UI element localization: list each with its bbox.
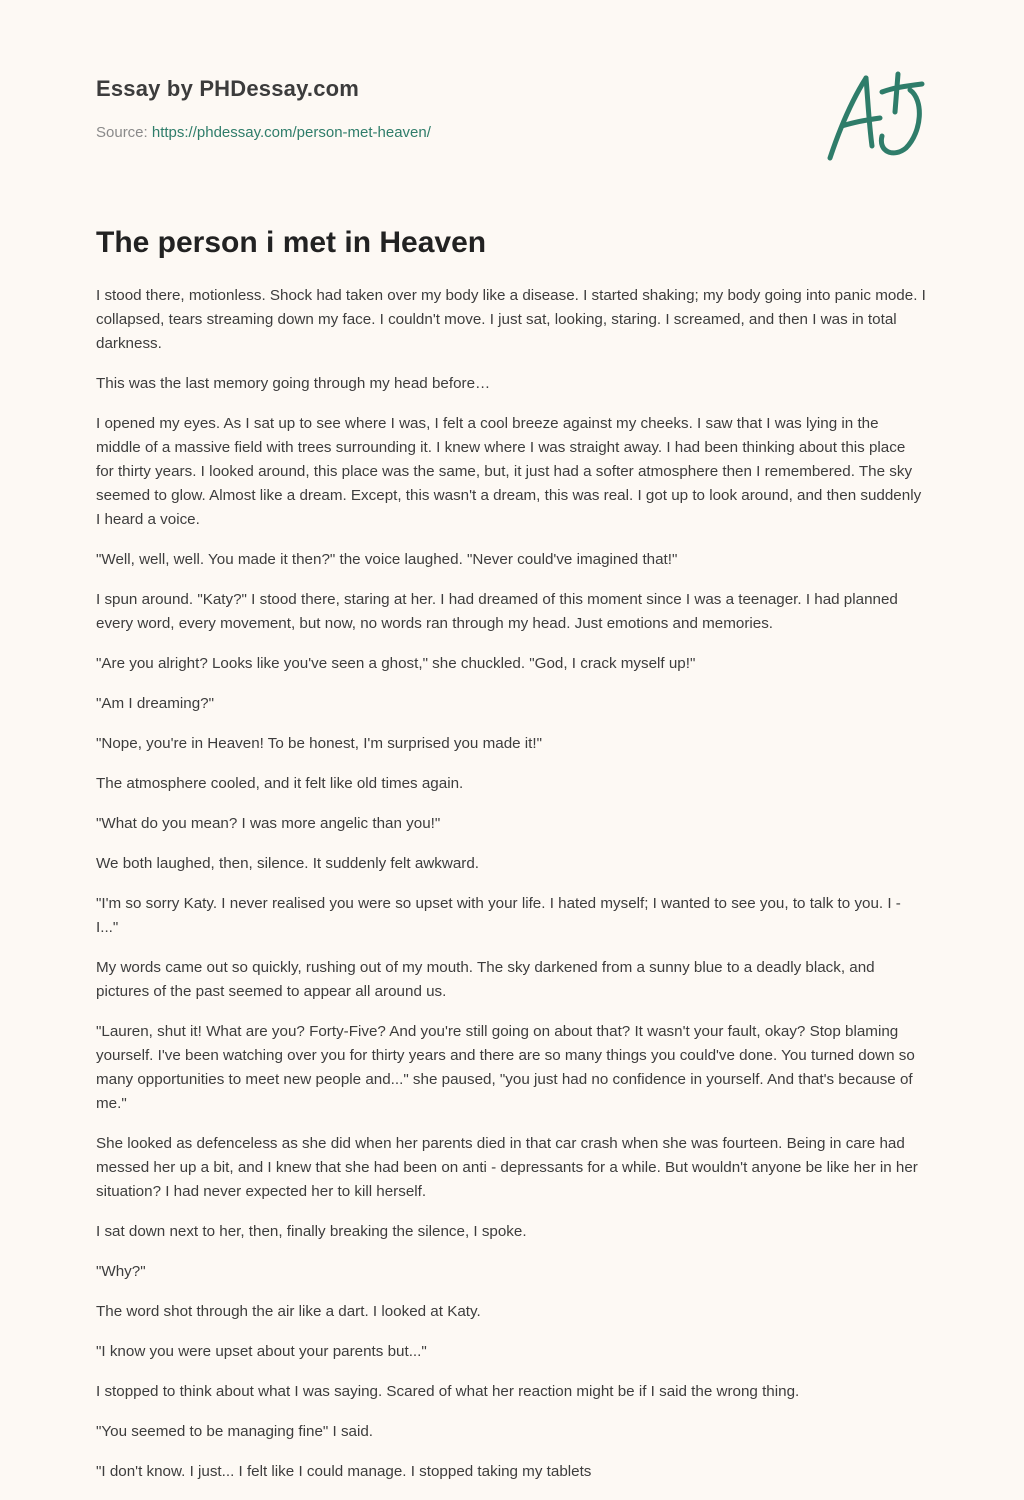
essay-body: [96, 284, 926, 1500]
paragraph: The word shot through the air like a dart. I looked at Katy.: [96, 1303, 481, 1320]
paragraph: "What do you mean? I was more angelic than you!": [96, 815, 441, 832]
paragraph: This was the last memory going through my head before…: [96, 375, 491, 392]
paragraph: "I don't know. I just... I felt like I could manage. I stopped taking my tablets: [96, 1463, 592, 1480]
paragraph: "Nope, you're in Heaven! To be honest, I'm surprised you made it!": [96, 735, 543, 752]
paragraph: "Am I dreaming?": [96, 695, 214, 712]
paragraph: "Well, well, well. You made it then?" the voice laughed. "Never could've imagined that!": [96, 551, 678, 568]
paragraph: "You seemed to be managing fine" I said.: [96, 1423, 374, 1440]
paragraph: We both laughed, then, silence. It suddenly felt awkward.: [96, 855, 480, 872]
source-link[interactable]: https://phdessay.com/person-met-heaven/: [151, 124, 431, 141]
paragraph: "I'm so sorry Katy. I never realised you were so upset with your life. I hated myself; I wanted to see you, to talk to you. I - I...": [96, 895, 901, 936]
paragraph: I spun around. "Katy?" I stood there, staring at her. I had dreamed of this moment since I was a teenager. I had planned every word, every movement, but now, no words ran through my head. Just emotions and memories.: [96, 591, 898, 632]
paragraph: "Lauren, shut it! What are you? Forty-Five? And you're still going on about that? It wasn't your fault, okay? Stop blaming yourself. I've been watching over you for thirty years and there are so many things you could've done. You turned down so many opportunities to meet new people and..." she paused, "you just had no confidence in yourself. And that's because of me.": [96, 1023, 915, 1112]
site-brand: Essay by PHDessay.com: [96, 76, 360, 101]
source-line: [96, 124, 796, 141]
source-label: Source:: [96, 124, 152, 141]
paragraph: The atmosphere cooled, and it felt like old times again.: [96, 775, 464, 792]
paragraph: I sat down next to her, then, finally breaking the silence, I spoke.: [96, 1223, 527, 1240]
page-header: [96, 76, 796, 141]
paragraph: "Why?": [96, 1263, 146, 1280]
paragraph: I stopped to think about what I was saying. Scared of what her reaction might be if I said the wrong thing.: [96, 1383, 800, 1400]
a-plus-grade-icon: [822, 66, 932, 166]
paragraph: She looked as defenceless as she did when her parents died in that car crash when she was fourteen. Being in care had messed her up a bit, and I knew that she had been on anti - depressants for a while. But wouldn't anyone be like her in her situation? I had never expected her to kill herself.: [96, 1135, 918, 1200]
essay-title: The person i met in Heaven: [96, 226, 487, 259]
paragraph: I opened my eyes. As I sat up to see where I was, I felt a cool breeze against my cheeks. I saw that I was lying in the middle of a massive field with trees surrounding it. I knew where I was straight away. I had been thinking about this place for thirty years. I looked around, this place was the same, but, it just had a softer atmosphere then I remembered. The sky seemed to glow. Almost like a dream. Except, this wasn't a dream, this was real. I got up to look around, and then suddenly I heard a voice.: [96, 415, 922, 528]
paragraph: My words came out so quickly, rushing out of my mouth. The sky darkened from a sunny blue to a deadly black, and pictures of the past seemed to appear all around us.: [96, 959, 875, 1000]
paragraph: I stood there, motionless. Shock had taken over my body like a disease. I started shaking; my body going into panic mode. I collapsed, tears streaming down my face. I couldn't move. I just sat, looking, staring. I screamed, and then I was in total darkness.: [96, 287, 926, 352]
paragraph: "Are you alright? Looks like you've seen a ghost," she chuckled. "God, I crack myself up!": [96, 655, 696, 672]
paragraph: "I know you were upset about your parents but...": [96, 1343, 427, 1360]
